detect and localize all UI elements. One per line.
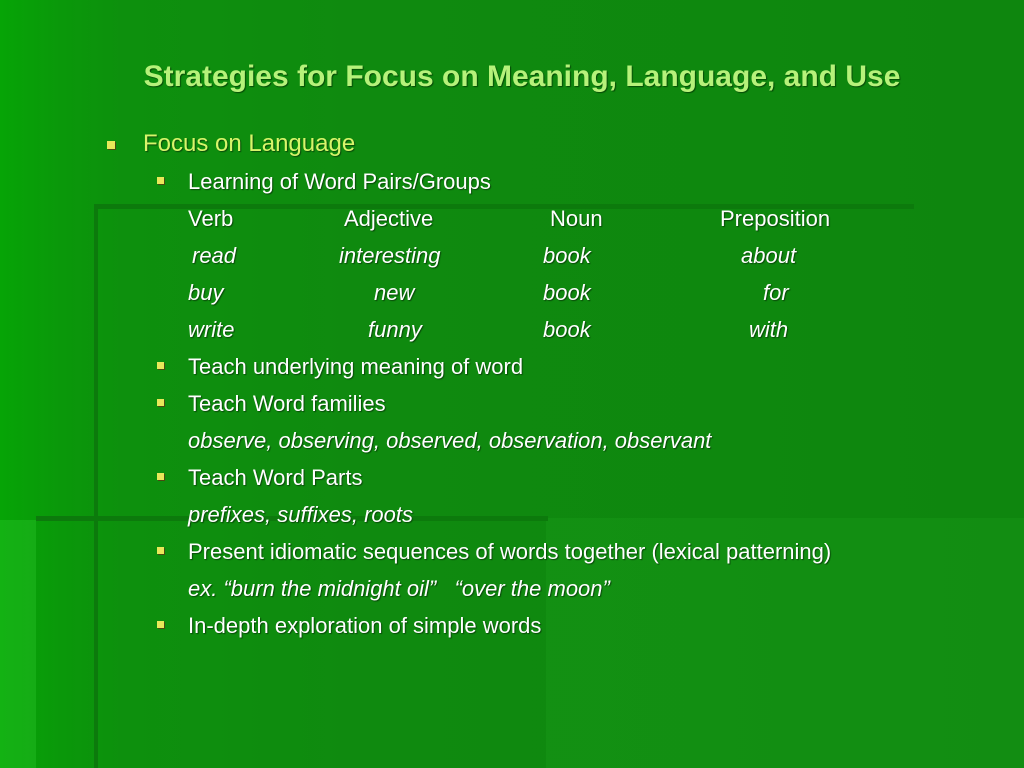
header-noun: Noun [550,206,603,231]
decorative-left-panel [0,520,36,768]
bullet-learning: Learning of Word Pairs/Groups [188,169,491,194]
bullet-word-families: Teach Word families [188,391,386,416]
bullet-underlying-meaning: Teach underlying meaning of word [188,354,524,379]
header-adjective: Adjective [344,206,434,231]
bullet-idiomatic-sequences: Present idiomatic sequences of words together (lexical patterning) [188,539,832,564]
cell-verb: buy [188,280,224,305]
bullet-square-icon [157,177,164,184]
bullet-square-icon [157,547,164,554]
cell-noun: book [543,243,591,268]
cell-adjective: interesting [339,243,441,268]
idiomatic-example: ex. “burn the midnight oil” “over the moon” [188,576,610,601]
slide-title: Strategies for Focus on Meaning, Language, and Use [143,60,901,93]
bullet-square-icon [157,399,164,406]
level1-heading: Focus on Language [143,130,356,157]
cell-noun: book [543,280,591,305]
word-parts-example: prefixes, suffixes, roots [188,502,413,527]
bullet-square-icon [107,141,115,149]
word-table-row [188,280,844,306]
word-table-row [188,243,844,269]
cell-adjective: new [374,280,415,305]
decorative-vertical-line [94,204,98,768]
bullet-word-parts: Teach Word Parts [188,465,363,490]
cell-verb: read [192,243,237,268]
cell-adjective: funny [368,317,422,342]
bullet-square-icon [157,621,164,628]
word-table-header [188,206,844,232]
cell-noun: book [543,317,591,342]
header-verb: Verb [188,206,234,231]
bullet-square-icon [157,473,164,480]
bullet-in-depth-exploration: In-depth exploration of simple words [188,613,542,638]
cell-preposition: with [749,317,789,342]
bullet-square-icon [157,362,164,369]
word-table-row [188,317,844,343]
cell-verb: write [188,317,235,342]
cell-preposition: about [741,243,797,268]
cell-preposition: for [763,280,789,305]
word-families-example: observe, observing, observed, observation, observant [188,428,712,453]
header-preposition: Preposition [720,206,831,231]
